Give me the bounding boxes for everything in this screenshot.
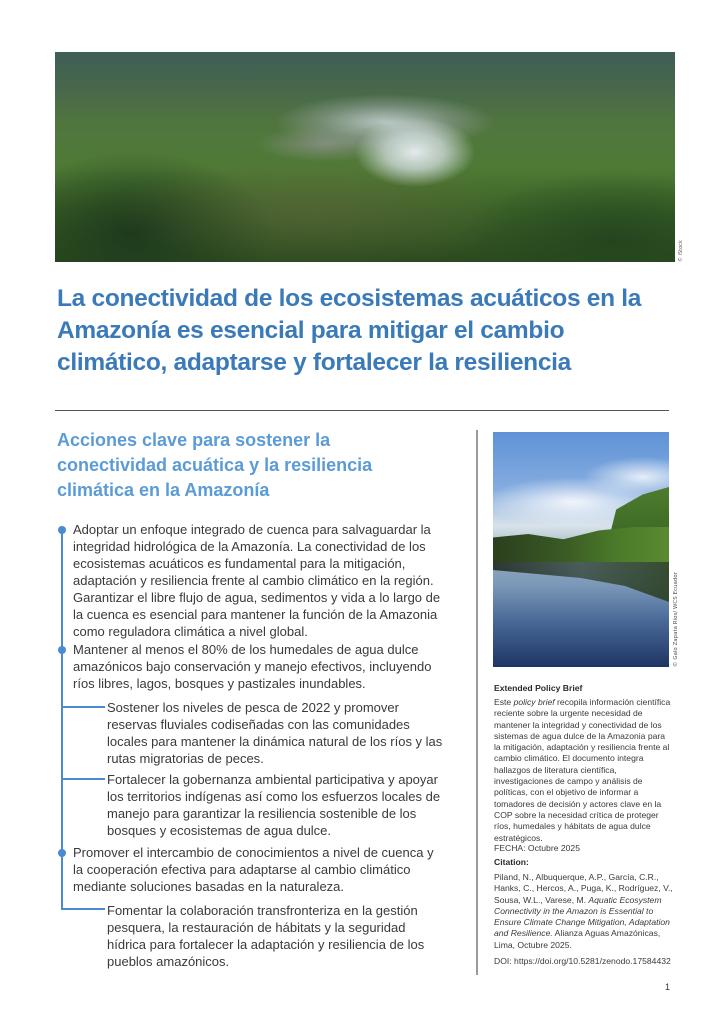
sidebar-photo: [493, 432, 669, 667]
hero-image: [55, 52, 675, 262]
action-sub-item: Fomentar la colaboración transfronteriza en la gestión pesquera, la restauración de hábitats y la seguridad hídrica para fortalecer la adaptación y resiliencia de los pueblos amazónicos.: [107, 903, 425, 969]
brief-description: Este policy brief recopila información científica reciente sobre la urgente necesidad de mantener la integridad y conectividad de los sistemas de agua dulce de la Amazonia para la mitigación, adaptación y resiliencia frente al cambio climático. El documento integra hallazgos de literatura científica, investigaciones de campo y análisis de políticas, con el objetivo de informar a tomadores de decisión y actores clave en la COP sobre la necesidad crítica de proteger ríos, humedales y hábitats de agua dulce estratégicos.: [494, 697, 671, 843]
action-item: Mantener al menos el 80% de los humedales de agua dulce amazónicos bajo conservación y manejo efectivos, incluyendo ríos libres, lagos, bosques y pastizales inundables.: [73, 642, 432, 691]
brief-heading: Extended Policy Brief: [494, 683, 583, 693]
page-title: La conectividad de los ecosistemas acuáticos en la Amazonía es esencial para mitigar el cambio climático, adaptarse y fortalecer la resiliencia: [57, 285, 642, 376]
action-item: Promover el intercambio de conocimientos a nivel de cuenca y la cooperación efectiva para adaptarse al cambio climático mediante soluciones basadas en la naturaleza.: [73, 845, 434, 894]
doi-link[interactable]: DOI: https://doi.org/10.5281/zenodo.17584432: [494, 956, 671, 966]
section-heading: Acciones clave para sostener la conectividad acuática y la resiliencia climática en la Amazonía: [57, 430, 373, 500]
timeline-bullet-icon: [58, 646, 66, 654]
sidebar-divider: [476, 430, 478, 975]
action-item: Adoptar un enfoque integrado de cuenca para salvaguardar la integridad hidrológica de la Amazonía. La conectividad de los ecosistemas acuáticos es fundamental para la mitigación, adaptación y resiliencia frente al cambio climático en la región. Garantizar el libre flujo de agua, sedimentos y vida a lo largo de la cuenca es esencial para mantener la función de la Amazonia como reguladora climática a nivel global.: [73, 522, 441, 639]
brief-date: FECHA: Octubre 2025: [494, 843, 580, 853]
action-sub-item: Sostener los niveles de pesca de 2022 y promover reservas fluviales codiseñadas con las comunidades locales para mantener la dinámica natural de los ríos y las rutas migratorias de peces.: [107, 700, 443, 766]
citation-text: Piland, N., Albuquerque, A.P., García, C.R., Hanks, C., Hercos, A., Puga, K., Rodríguez, V., Sousa, W.L., Varese, M. Aquatic Ecosystem Connectivity in the Amazon is Essential to Ensure Climate Change Mitigation, Adaptation and Resilience. Alianza Aguas Amazónicas, Lima, Octubre 2025.: [494, 872, 673, 950]
timeline-branch-connector: [61, 778, 105, 780]
hero-image-credit: © iStock: [678, 240, 684, 262]
timeline-bullet-icon: [58, 526, 66, 534]
citation-heading: Citation:: [494, 857, 529, 867]
timeline-bullet-icon: [58, 849, 66, 857]
action-sub-item: Fortalecer la gobernanza ambiental participativa y apoyar los territorios indígenas así como los esfuerzos locales de manejo para garantizar la resiliencia sostenible de los bosques y ecosistemas de agua dulce.: [107, 772, 441, 838]
timeline-branch-connector: [61, 706, 105, 708]
sidebar-photo-credit: © Galo Zapata Ríos/ WCS Ecuador: [673, 572, 679, 667]
section-divider: [55, 410, 669, 411]
page-number: 1: [665, 982, 671, 992]
timeline-branch-connector: [61, 908, 105, 910]
